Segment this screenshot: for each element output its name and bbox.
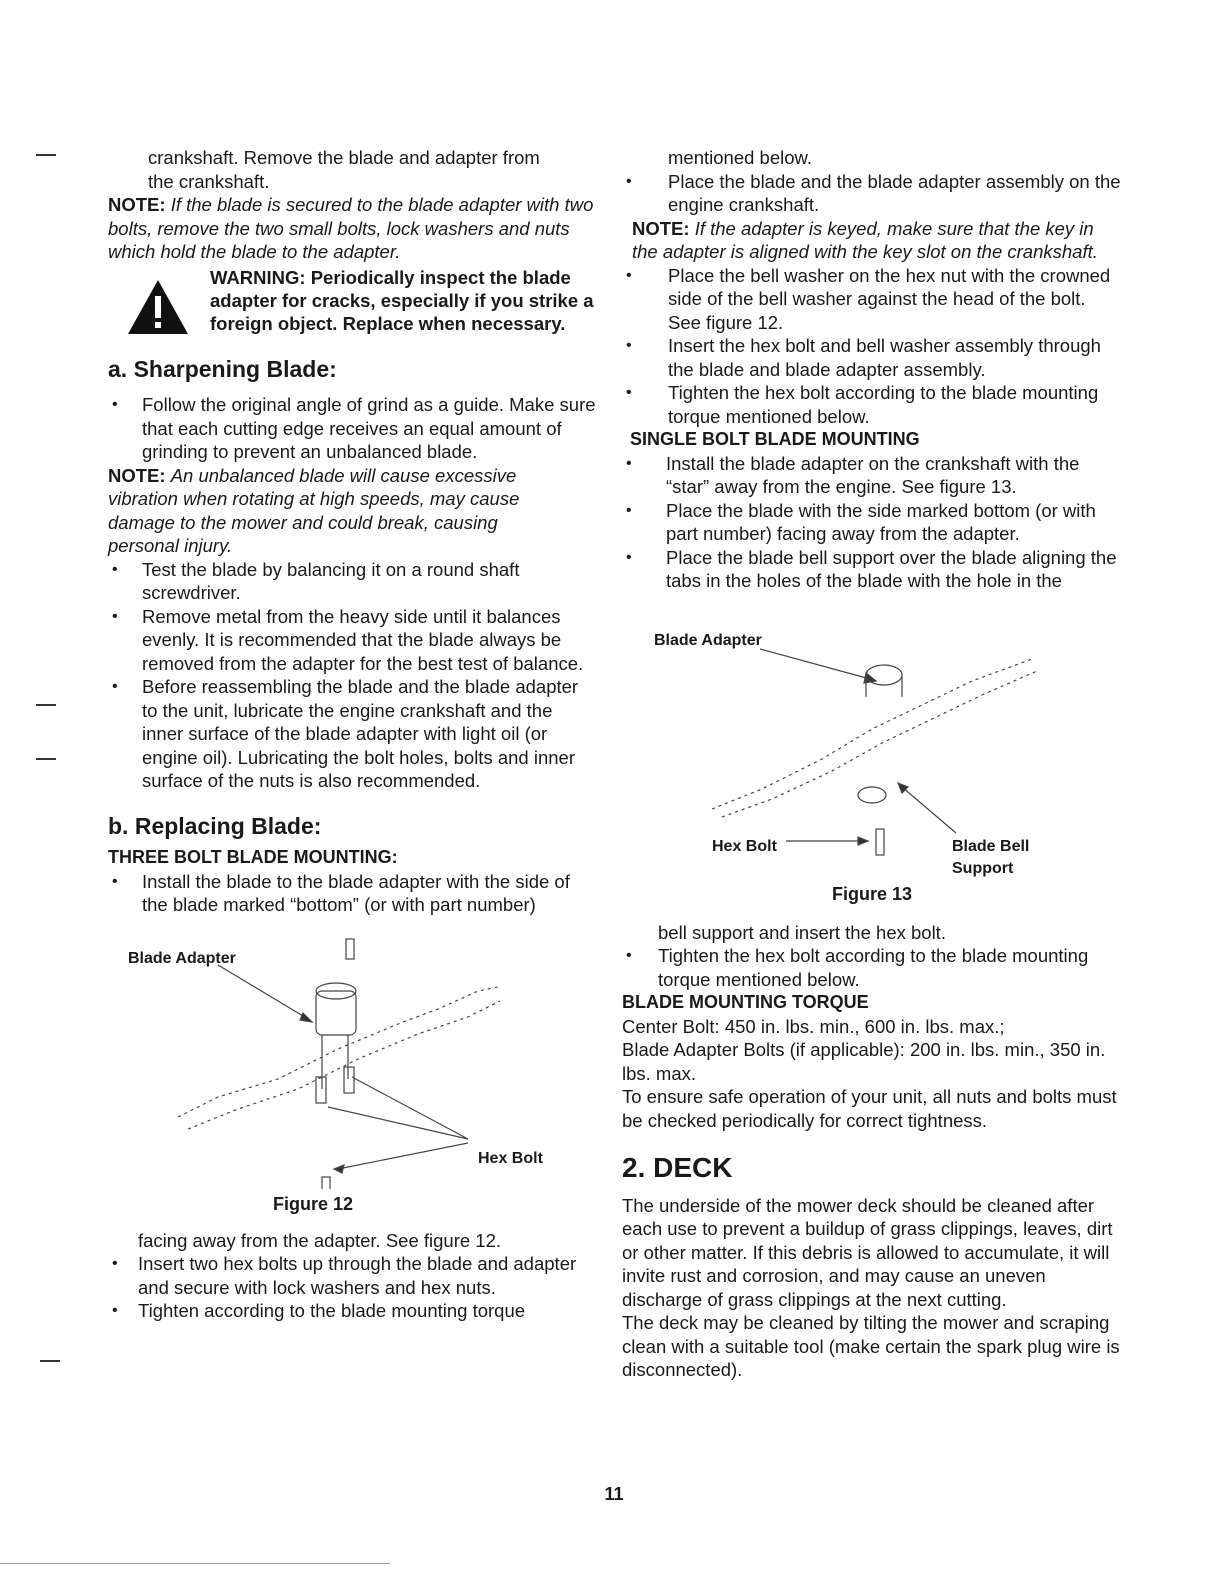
note-paragraph <box>622 217 1122 264</box>
blade-diagram <box>108 929 598 1189</box>
warning-icon <box>126 278 190 336</box>
deck-heading: 2. DECK <box>622 1152 733 1183</box>
margin-mark <box>36 758 56 760</box>
list-item: • Tighten according to the blade mounting torque <box>108 1299 598 1323</box>
bottom-rule <box>0 1563 390 1564</box>
hex-bolt-label: Hex Bolt <box>712 837 777 855</box>
figure-13 <box>622 619 1122 921</box>
torque-line: To ensure safe operation of your unit, all nuts and bolts must be checked periodically for correct tightness. <box>622 1086 1117 1131</box>
note-label: NOTE: <box>108 194 166 215</box>
note-label: NOTE: <box>108 464 166 486</box>
list-item: • Remove metal from the heavy side until it balances evenly. It is recommended that the blade always be removed from the adapter for the best test of balance. <box>108 605 598 676</box>
blade-bell-support-label: Blade Bell <box>952 837 1030 855</box>
list-item: • Test the blade by balancing it on a round shaft screwdriver. <box>108 558 598 605</box>
list-item: • Install the blade to the blade adapter with the side of the blade marked “bottom” (or with part number) <box>108 870 598 917</box>
sharpening-heading: a. Sharpening Blade: <box>108 355 337 382</box>
replacing-heading: b. Replacing Blade: <box>108 812 322 839</box>
continuation-line: mentioned below. <box>668 147 812 168</box>
note-paragraph <box>108 193 598 264</box>
list-item: • Before reassembling the blade and the blade adapter to the unit, lubricate the engine crankshaft and the inner surface of the blade adapter with light oil (or engine oil). Lubricating the bolt holes, bolts and inner surface of the nuts is also recommended. <box>108 675 598 793</box>
note-text: If the adapter is keyed, make sure that the key in the adapter is aligned with the key slot on the crankshaft. <box>632 217 1098 262</box>
figure-12 <box>108 929 598 1219</box>
list-item: • Insert the hex bolt and bell washer assembly through the blade and blade adapter assembly. <box>622 334 1122 381</box>
continuation-line: bell support and insert the hex bolt. <box>658 921 946 943</box>
left-column <box>108 146 598 1323</box>
intro-line: crankshaft. Remove the blade and adapter from <box>148 147 540 168</box>
list-item: • Place the blade bell support over the blade aligning the tabs in the holes of the blade with the hole in the <box>622 546 1122 593</box>
note-label: NOTE: <box>632 217 690 239</box>
torque-line: Blade Adapter Bolts (if applicable): 200 in. lbs. min., 350 in. lbs. max. <box>622 1039 1106 1084</box>
list-item: • Place the blade with the side marked bottom (or with part number) facing away from the adapter. <box>622 499 1122 546</box>
warning-text: WARNING: Periodically inspect the blade adapter for cracks, especially if you strike a foreign object. Replace when necessary. <box>210 266 594 334</box>
margin-mark <box>36 154 56 156</box>
note-text: An unbalanced blade will cause excessive vibration when rotating at high speeds, may cause damage to the mower and could break, causing personal injury. <box>108 464 520 556</box>
list-item: • Install the blade adapter on the crankshaft with the “star” away from the engine. See figure 13. <box>622 452 1122 499</box>
deck-paragraph: The underside of the mower deck should be cleaned after each use to prevent a buildup of grass clippings, leaves, dirt or other matter. If this debris is allowed to accumulate, it will invite rust and corrosion, and may cause an uneven discharge of grass clippings at the next cutting. <box>622 1194 1113 1310</box>
blade-adapter-label: Blade Adapter <box>654 631 762 649</box>
page-number: 11 <box>604 1484 624 1504</box>
margin-mark <box>36 704 56 706</box>
list-item: • Follow the original angle of grind as a guide. Make sure that each cutting edge receives an equal amount of grinding to prevent an unbalanced blade. <box>108 393 598 464</box>
continuation-line: facing away from the adapter. See figure 12. <box>138 1229 502 1251</box>
margin-mark <box>40 1360 60 1362</box>
torque-line: Center Bolt: 450 in. lbs. min., 600 in. lbs. max.; <box>622 1015 1005 1037</box>
blade-diagram <box>622 619 1122 889</box>
note-text: If the blade is secured to the blade adapter with two bolts, remove the two small bolts, lock washers and nuts which hold the blade to the adapter. <box>108 194 594 262</box>
right-column <box>622 146 1122 1382</box>
warning-block <box>108 266 598 336</box>
list-item: • Insert two hex bolts up through the blade and adapter and secure with lock washers and hex nuts. <box>108 1252 598 1299</box>
deck-paragraph: The deck may be cleaned by tilting the mower and scraping clean with a suitable tool (make certain the spark plug wire is disconnected). <box>622 1312 1120 1380</box>
blade-bell-support-label: Support <box>952 859 1014 877</box>
torque-heading: BLADE MOUNTING TORQUE <box>622 992 869 1012</box>
list-item: • Place the bell washer on the hex nut with the crowned side of the bell washer against the head of the bolt. See figure 12. <box>622 264 1122 335</box>
three-bolt-heading: THREE BOLT BLADE MOUNTING: <box>108 847 398 867</box>
list-item: • Tighten the hex bolt according to the blade mounting torque mentioned below. <box>622 944 1122 991</box>
list-item: • Tighten the hex bolt according to the blade mounting torque mentioned below. <box>622 381 1122 428</box>
figure-12-caption: Figure 12 <box>272 1193 354 1214</box>
intro-line: the crankshaft. <box>148 170 270 192</box>
single-bolt-heading: SINGLE BOLT BLADE MOUNTING <box>630 429 920 449</box>
hex-bolt-label: Hex Bolt <box>478 1149 543 1167</box>
note-paragraph <box>108 464 598 558</box>
list-item: • Place the blade and the blade adapter assembly on the engine crankshaft. <box>622 170 1122 217</box>
blade-adapter-label: Blade Adapter <box>128 949 236 967</box>
figure-13-caption: Figure 13 <box>831 883 913 904</box>
